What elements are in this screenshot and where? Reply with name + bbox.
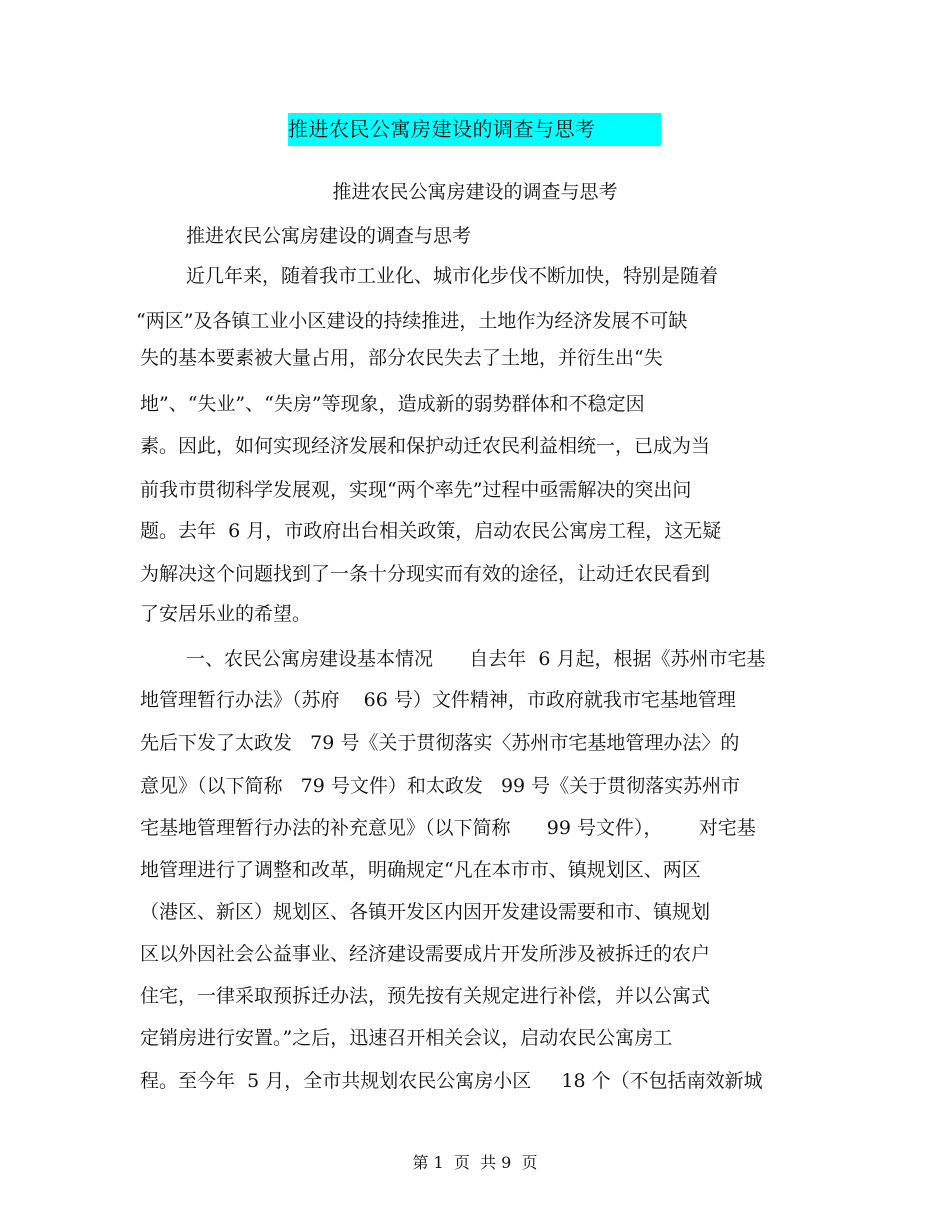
body-line: 程。至今年 5 月，全市共规划农民公寓房小区 18 个（不包括南效新城 (140, 1070, 763, 1092)
body-line: 为解决这个问题找到了一条十分现实而有效的途径，让动迁农民看到 (140, 563, 711, 585)
body-line: 地”、“失业”、“失房”等现象，造成新的弱势群体和不稳定因 (140, 393, 645, 415)
body-line: 地管理暂行办法》（苏府 66 号）文件精神，市政府就我市宅基地管理 (140, 689, 736, 711)
body-line: 先后下发了太政发 79 号《关于贯彻落实〈苏州市宅基地管理办法〉的 (140, 732, 740, 754)
body-line: 题。去年 6 月，市政府出台相关政策，启动农民公寓房工程，这无疑 (140, 520, 722, 542)
body-line: 前我市贯彻科学发展观，实现“两个率先”过程中亟需解决的突出问 (140, 479, 692, 501)
highlighted-title (288, 113, 661, 146)
body-line: （港区、新区）规划区、各镇开发区内因开发建设需要和市、镇规划 (140, 901, 711, 923)
document-subtitle: 推进农民公寓房建设的调查与思考 (332, 181, 618, 203)
body-line: 近几年来，随着我市工业化、城市化步伐不断加快，特别是随着 (186, 265, 719, 287)
body-line: 素。因此，如何实现经济发展和保护动迁农民利益相统一，已成为当 (140, 435, 711, 457)
body-line: 区以外因社会公益事业、经济建设需要成片开发所涉及被拆迁的农户 (140, 943, 711, 965)
body-line: “两区”及各镇工业小区建设的持续推进，土地作为经济发展不可缺 (136, 310, 688, 332)
body-line: 意见》（以下简称 79 号文件）和太政发 99 号《关于贯彻落实苏州市 (140, 775, 741, 797)
body-line: 住宅，一律采取预拆迁办法，预先按有关规定进行补偿，并以公寓式 (140, 985, 711, 1007)
body-line: 了安居乐业的希望。 (140, 603, 312, 625)
section-heading: 推进农民公寓房建设的调查与思考 (186, 225, 472, 247)
body-line: 失的基本要素被大量占用，部分农民失去了土地，并衍生出“失 (140, 347, 663, 369)
body-line: 定销房进行安置。”之后，迅速召开相关会议，启动农民公寓房工 (140, 1027, 673, 1049)
body-line: 宅基地管理暂行办法的补充意见》（以下简称 99 号文件）， 对宅基 (140, 817, 756, 839)
page-footer: 第 1 页 共 9 页 (412, 1153, 538, 1172)
body-line: 地管理进行了调整和改革，明确规定“凡在本市市、镇规划区、两区 (140, 859, 701, 881)
document-title: 推进农民公寓房建设的调查与思考 (288, 117, 596, 141)
body-line: 一、农民公寓房建设基本情况 自去年 6 月起，根据《苏州市宅基 (186, 648, 766, 670)
